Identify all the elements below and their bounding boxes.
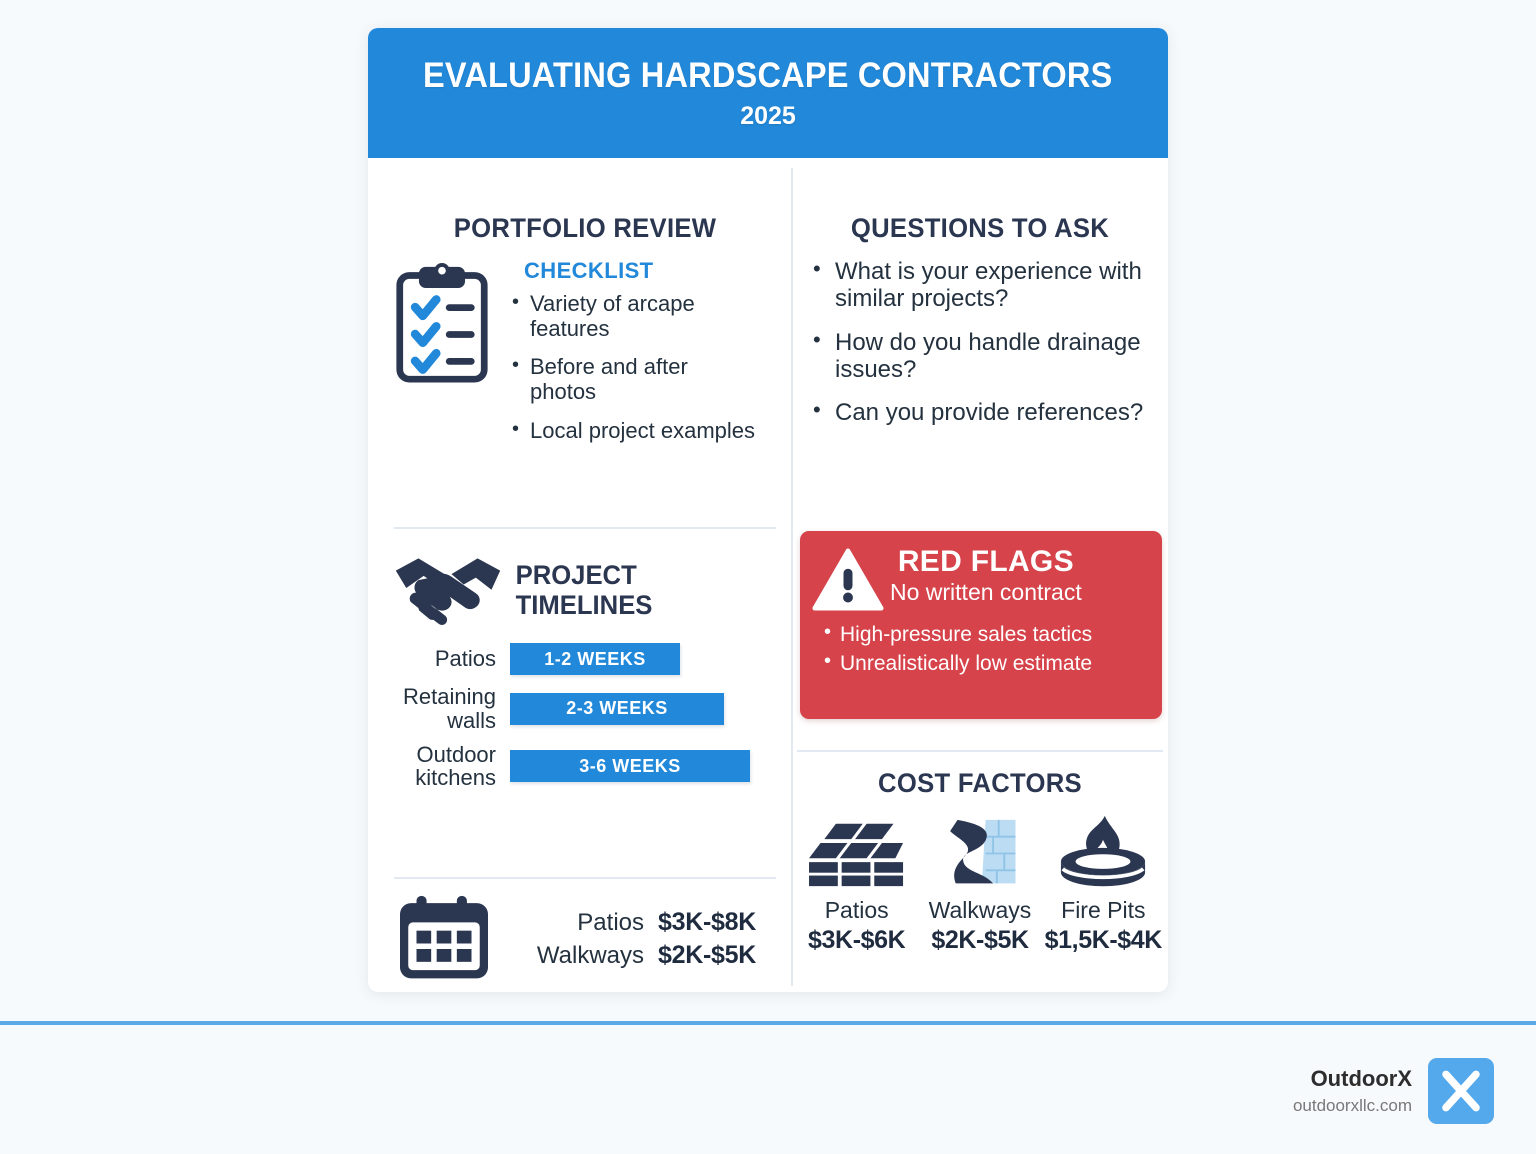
timeline-row [380,685,790,733]
timelines-title-line2: TIMELINES [515,589,653,620]
timeline-bar-chart [380,643,790,790]
timeline-bar: 3-6 WEEKS [510,750,750,782]
timelines-title-line1: PROJECT [515,559,637,590]
x-logo-icon [1436,1066,1486,1116]
brand-logo [1428,1058,1494,1124]
price-label: Walkways [536,941,644,969]
infographic-header [368,28,1168,158]
page-year: 2025 [740,101,796,130]
right-column [795,168,1165,988]
portfolio-review-title: PORTFOLIO REVIEW [453,213,717,243]
table-row [508,941,756,970]
project-timelines-title [516,561,653,620]
portfolio-checklist [506,292,756,443]
page-title: EVALUATING HARDSCAPE CONTRACTORS [423,55,1113,95]
price-value: $2K-$5K [658,940,756,969]
timeline-row [380,743,790,791]
price-label: Patios [577,908,644,936]
portfolio-review-section [380,168,790,457]
cost-item-name: Fire Pits [1061,897,1146,923]
cost-item-name: Walkways [928,897,1032,923]
timeline-label: Outdoor kitchens [415,741,496,791]
timeline-label: Retaining walls [403,684,496,733]
brand-website: outdoorxllc.com [1292,1096,1412,1115]
handshake-icon [392,548,504,633]
questions-to-ask-title: QUESTIONS TO ASK [850,213,1110,243]
cost-item-walkways [921,817,1039,955]
list-item: • Variety of arcape features [506,292,756,341]
list-item: • How do you handle drainage issues? [805,329,1165,384]
cost-item-name: Patios [824,897,889,923]
cost-item-value: $2K-$5K [931,926,1029,954]
cost-item-fire-pits [1044,817,1162,955]
timeline-label: Patios [434,646,496,672]
section-divider [394,527,776,529]
red-flags-title: RED FLAGS [897,545,1074,578]
cost-factors-title: COST FACTORS [878,768,1082,798]
price-table [508,908,756,974]
red-flags-box [800,531,1162,719]
questions-to-ask-section [795,168,1165,443]
cost-item-patios [798,817,916,955]
cost-item-value: $3K-$6K [808,926,906,954]
project-timelines-section [380,548,790,800]
price-summary-section [380,894,790,987]
list-item: • Before and after photos [506,355,756,404]
calendar-icon [396,894,492,987]
list-item: • Unrealistically low estimate [820,652,1150,677]
section-divider [797,750,1163,752]
list-item: • Local project examples [506,419,756,444]
left-column [380,168,790,988]
infographic-card [368,28,1168,992]
price-value: $3K-$8K [658,907,756,936]
red-flags-subtitle: No written contract [890,579,1082,605]
cost-item-value: $1,5K-$4K [1044,926,1162,954]
footer-divider [0,1021,1536,1025]
fire-pit-icon [1044,817,1162,889]
list-item: • Can you provide references? [805,399,1165,426]
timeline-bar: 1-2 WEEKS [510,643,680,675]
table-row [508,908,756,937]
warning-triangle-icon [812,547,884,617]
footer-branding [1293,1058,1494,1124]
timeline-row [380,643,790,675]
checklist-label: CHECKLIST [524,258,654,283]
walkway-icon [921,817,1039,889]
list-item: • High-pressure sales tactics [820,623,1150,648]
pavers-icon [798,817,916,889]
timeline-bar: 2-3 WEEKS [510,693,724,725]
section-divider [394,877,776,879]
red-flags-list [812,623,1150,677]
brand-name: OutdoorX [1310,1066,1412,1091]
list-item: • What is your experience with similar projects? [805,258,1165,313]
cost-factors-grid [795,817,1165,955]
clipboard-icon [394,262,490,457]
questions-list [795,258,1165,427]
cost-factors-section [795,768,1165,955]
column-divider [791,168,793,986]
